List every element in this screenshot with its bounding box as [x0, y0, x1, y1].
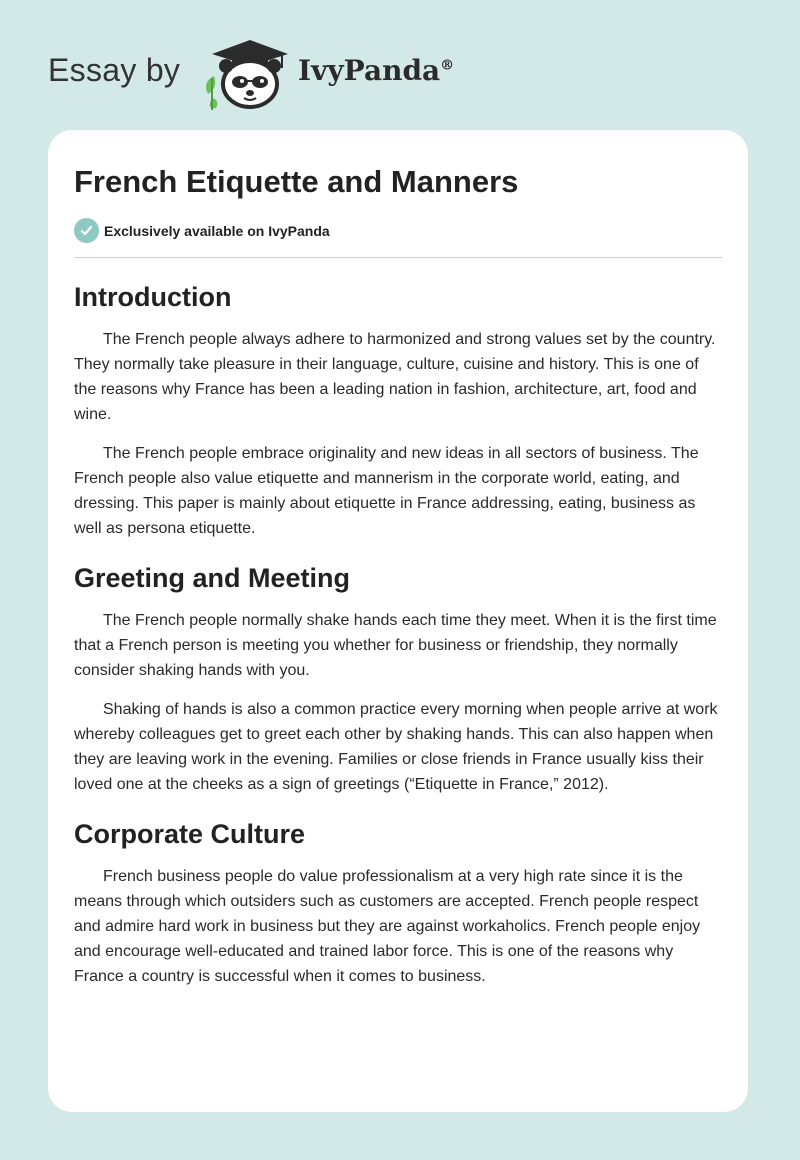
- section-heading: Introduction: [74, 282, 232, 312]
- paragraph: French business people do value professionalism at a very high rate since it is the means through which outsiders such as customers are accepted. French people respect and admire hard work in business but they are against workaholics. French people enjoy and encourage well-educated and trained labor force. This is one of the reasons why France a country is successful when it comes to business.: [74, 868, 701, 985]
- badge-text: Exclusively available on IvyPanda: [104, 222, 330, 239]
- essay-title: French Etiquette and Manners: [74, 164, 519, 199]
- paragraph: The French people always adhere to harmonized and strong values set by the country. They normally take pleasure in their language, culture, cuisine and history. This is one of the reasons why France has been a leading nation in fashion, architecture, art, food and wine.: [74, 331, 716, 423]
- check-icon: [74, 218, 99, 243]
- paragraph: The French people embrace originality and new ideas in all sectors of business. The French people also value etiquette and mannerism in the corporate world, eating, and dressing. This paper is mainly about etiquette in France addressing, eating, business as well as persona etiquette.: [74, 445, 699, 537]
- section-corporate-culture: [74, 819, 722, 989]
- section-greeting-and-meeting: [74, 563, 722, 797]
- panda-logo-icon[interactable]: [202, 34, 292, 110]
- section-heading: Corporate Culture: [74, 819, 306, 849]
- divider: [74, 257, 722, 258]
- paragraph: Shaking of hands is also a common practice every morning when people arrive at work whereby colleagues get to greet each other by shaking hands. This can also happen when they are leaving work in the evening. Families or close friends in France usually kiss their loved one at the cheeks as a sign of greetings (“Etiquette in France,” 2012).: [74, 701, 718, 793]
- ivypanda-brand[interactable]: IvyPanda®: [298, 54, 455, 87]
- paragraph: The French people normally shake hands each time they meet. When it is the first time that a French person is meeting you whether for business or friendship, they normally consider shaking hands with you.: [74, 612, 717, 679]
- essay-by-label: Essay by: [48, 52, 181, 88]
- section-introduction: [74, 282, 722, 541]
- site-header: [48, 34, 748, 114]
- essay-card: [48, 130, 748, 1112]
- section-heading: Greeting and Meeting: [74, 563, 351, 593]
- exclusive-badge: [74, 218, 722, 243]
